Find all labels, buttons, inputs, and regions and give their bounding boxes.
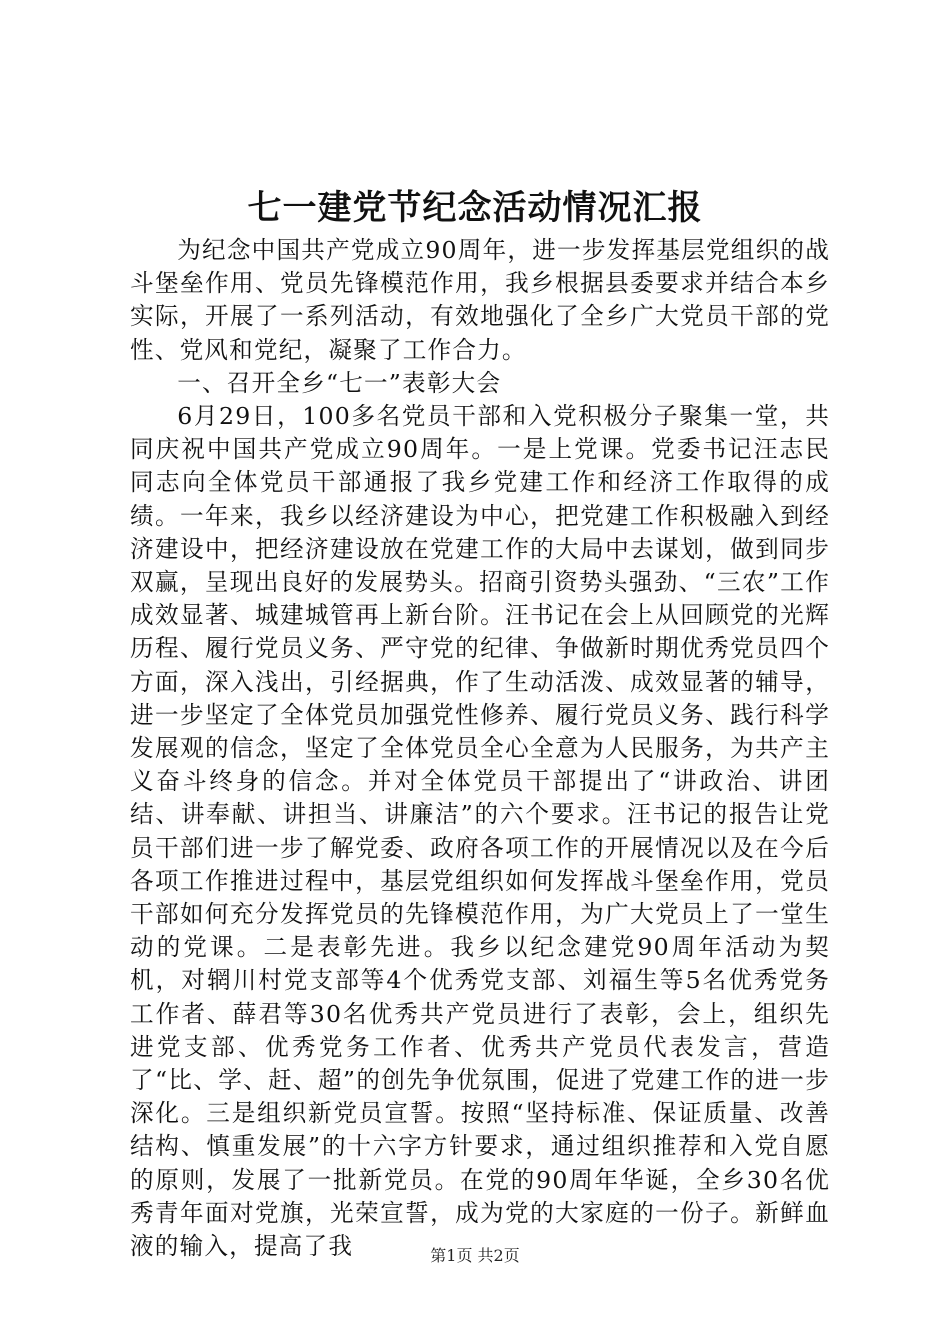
page-footer: 第1页 共2页 — [430, 1246, 520, 1265]
section-paragraph: 6月29日，100多名党员干部和入党积极分子聚集一堂，共同庆祝中国共产党成立90周年。一是上党课。党委书记汪志民同志向全体党员干部通报了我乡党建工作和经济工作取得的成绩。一年来，我乡以经济建设为中心，把党建工作积极融入到经济建设中，把经济建设放在党建工作的大局中去谋划，做到同步双赢，呈现出良好的发展势头。招商引资势头强劲、“三农”工作成效显著、城建城管再上新台阶。汪书记在会上从回顾党的光辉历程、履行党员义务、严守党的纪律、争做新时期优秀党员四个方面，深入浅出，引经据典，作了生动活泼、成效显著的辅导，进一步坚定了全体党员加强党性修养、履行党员义务、践行科学发展观的信念，坚定了全体党员全心全意为人民服务，为共产主义奋斗终身的信念。并对全体党员干部提出了“讲政治、讲团结、讲奉献、讲担当、讲廉洁”的六个要求。汪书记的报告让党员干部们进一步了解党委、政府各项工作的开展情况以及在今后各项工作推进过程中，基层党组织如何发挥战斗堡垒作用，党员干部如何充分发挥党员的先锋模范作用，为广大党员上了一堂生动的党课。二是表彰先进。我乡以纪念建党90周年活动为契机，对辋川村党支部等4个优秀党支部、刘福生等5名优秀党务工作者、薛君等30名优秀共产党员进行了表彰，会上，组织先进党支部、优秀党务工作者、优秀共产党员代表发言，营造了“比、学、赶、超”的创先争优氛围，促进了党建工作的进一步深化。三是组织新党员宣誓。按照“坚持标准、保证质量、改善结构、慎重发展”的十六字方针要求，通过组织推荐和入党自愿的原则，发展了一批新党员。在党的90周年华诞，全乡30名优秀青年面对党旗，光荣宣誓，成为党的大家庭的一份子。新鲜血液的输入，提高了我 — [130, 402, 830, 1261]
document-body — [130, 234, 830, 1263]
section-heading: 一、召开全乡“七一”表彰大会 — [177, 368, 502, 397]
document-title: 七一建党节纪念活动情况汇报 — [247, 188, 703, 228]
intro-paragraph: 为纪念中国共产党成立90周年，进一步发挥基层党组织的战斗堡垒作用、党员先锋模范作用，我乡根据县委要求并结合本乡实际，开展了一系列活动，有效地强化了全乡广大党员干部的党性、党风和党纪，凝聚了工作合力。 — [130, 236, 830, 364]
